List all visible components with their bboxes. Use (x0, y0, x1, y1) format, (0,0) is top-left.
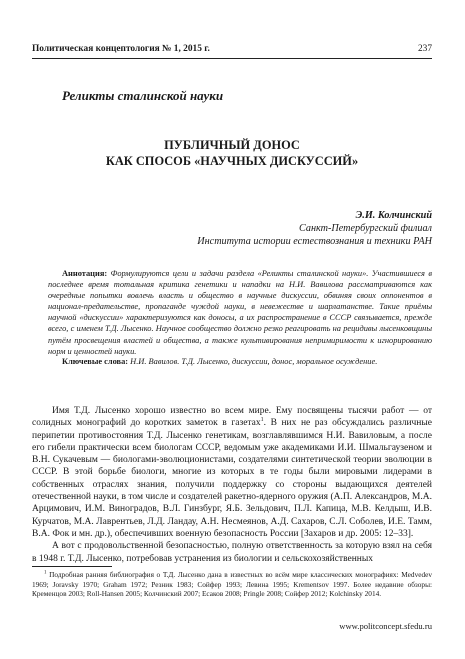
body-text (32, 405, 432, 565)
footnote-number: 1 (44, 570, 47, 576)
header-rule (32, 58, 432, 59)
running-header (32, 44, 432, 54)
abstract-text: Формулируются цели и задачи раздела «Реликты сталинской науки». Участившиеся в последнее время тотальная критика генетики и нападки на Н.И. Вавилова рассматриваются как очередные попытки вовлечь власть и общество в научные дискуссии, обвиняя своих оппонентов в национал-предательстве, пропаганде чуждой науки, в невежестве и шарлатанстве. Такие приёмы научной «дискуссии» характеризуются как доносы, а их распространение в СССР связывается, прежде всего, с именем Т.Д. Лысенко. Научное сообщество должно резко реагировать на рецидивы лысенковщины путём просвещения властей и общества, а также культивирования непримиримости к игнорированию норм и ценностей науки. (48, 269, 432, 356)
author-block (197, 209, 432, 249)
footnote-rule (32, 566, 112, 567)
keywords-text: Н.И. Вавилов. Т.Д. Лысенко, дискуссии, донос, моральное осуждение. (130, 357, 378, 366)
author-affiliation-1: Санкт-Петербургский филиал (299, 223, 432, 235)
footnote (32, 570, 432, 599)
paragraph-1-part-b: . В них не раз обсуждались различные перипетии противостояния Т.Д. Лысенко генетикам, возглавлявшимся Н.И. Вавиловым, а после его гибели практически всем биологам СССР, ведомым уже академиками И.И. Шмальгаузеном и В.Н. Сукачевым — биологами-эволюционистами, создателями синтетической теории эволюции в СССР. В этой борьбе биологи, многие из которых в те годы были мировыми лидерами в собственных отраслях знания, получили поддержку со стороны выдающихся деятелей отечественной науки, в том числе и создателей ракетно-ядерного оружия (А.П. Александров, М.А. Арцимович, И.М. Виноградов, В.Л. Гинзбург, Я.Б. Зельдович, П.Л. Капица, М.В. Келдыш, И.В. Курчатов, М.А. Лаврентьев, Л.Д. Ландау, А.Н. Несмеянов, А.Д. Сахаров, С.Л. Соболев, И.Е. Тамм, В.А. Фок и мн. др.), обеспечивших военную безопасность России [Захаров и др. 2005: 12–33]. (32, 418, 432, 539)
paragraph-1 (32, 405, 432, 540)
article-title (32, 138, 432, 169)
keywords-label: Ключевые слова: (62, 357, 129, 366)
journal-url[interactable]: www.politconcept.sfedu.ru (339, 621, 432, 631)
paragraph-1-part-a: Имя Т.Д. Лысенко хорошо известно во всем мире. Ему посвящены тысячи работ — от солидных монографий до коротких заметок в газетах (32, 406, 432, 429)
article-title-line1: ПУБЛИЧНЫЙ ДОНОС (164, 138, 300, 152)
keywords (48, 356, 432, 367)
abstract-label: Аннотация: (62, 269, 108, 278)
author-affiliation-2: Института истории естествознания и техники РАН (197, 236, 432, 248)
article-title-line2: КАК СПОСОБ «НАУЧНЫХ ДИСКУССИЙ» (105, 153, 359, 168)
author-name: Э.И. Колчинский (355, 210, 432, 221)
abstract (48, 268, 432, 357)
section-title: Реликты сталинской науки (62, 88, 224, 103)
paragraph-2: А вот с продовольственной безопасностью, полную ответственность за которую взял на себя в 1948 г. Т.Д. Лысенко, потребовав устранения из биологии и сельскохозяйственных (32, 541, 432, 564)
page-number: 237 (417, 44, 432, 54)
footnote-text: Подробная ранняя библиография о Т.Д. Лысенко дана в известных во всём мире классических монографиях: Medvedev 1969; Joravsky 1970; Graham 1972; Резник 1983; Сойфер 1993; Левина 1995; Krementsov 1997. Более недавние обзоры: Кременцов 2003; Roll-Hansen 2005; Колчинский 2007; Есаков 2008; Pringle 2008; Сойфер 2012; Kolchinsky 2014. (32, 570, 432, 599)
footnote-ref[interactable]: 1 (260, 417, 264, 424)
journal-name: Политическая концептология № 1, 2015 г. (32, 44, 210, 54)
